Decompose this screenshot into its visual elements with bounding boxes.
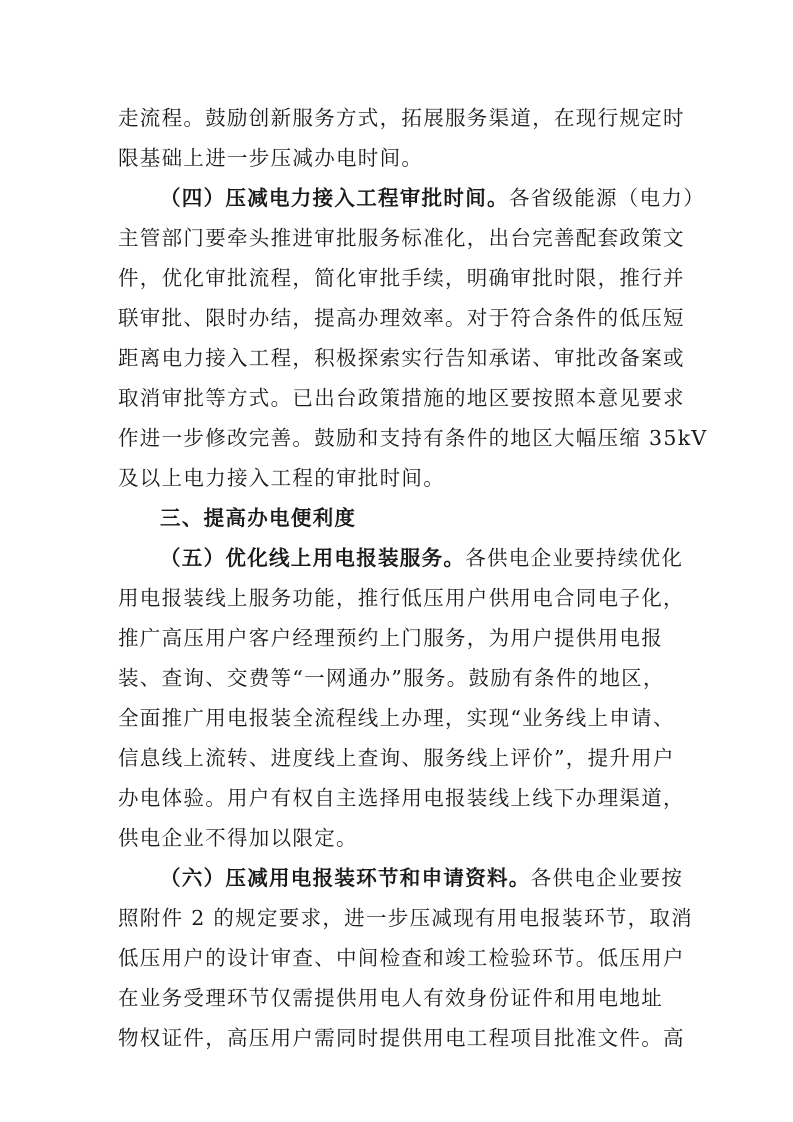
section-6-line: （六）压减用电报装环节和申请资料。各供电企业要按: [160, 866, 684, 890]
body-line: 推广高压用户客户经理预约上门服务，为用户提供用电报: [118, 626, 663, 650]
body-line: 距离电力接入工程，积极探索实行告知承诺、审批改备案或: [118, 346, 685, 370]
section-6-heading: （六）压减用电报装环节和申请资料。: [160, 866, 531, 890]
section-5-heading: （五）优化线上用电报装服务。: [160, 546, 466, 570]
section-5-line: （五）优化线上用电报装服务。各供电企业要持续优化: [160, 546, 684, 570]
body-line: 信息线上流转、进度线上查询、服务线上评价”，提升用户: [118, 746, 675, 770]
body-line: 办电体验。用户有权自主选择用电报装线上线下办理渠道，: [118, 786, 685, 810]
body-line: 物权证件，高压用户需同时提供用电工程项目批准文件。高: [118, 1026, 685, 1050]
body-line: 作进一步修改完善。鼓励和支持有条件的地区大幅压缩 35kV: [118, 426, 708, 450]
body-line: 照附件 2 的规定要求，进一步压减现有用电报装环节，取消: [118, 906, 693, 930]
section-4-line: （四）压减电力接入工程审批时间。各省级能源（电力）: [160, 186, 706, 210]
body-line: 件，优化审批流程，简化审批手续，明确审批时限，推行并: [118, 266, 685, 290]
body-line: 联审批、限时办结，提高办理效率。对于符合条件的低压短: [118, 306, 685, 330]
body-line: 及以上电力接入工程的审批时间。: [118, 466, 445, 490]
body-line: 低压用户的设计审查、中间检查和竣工检验环节。低压用户: [118, 946, 685, 970]
chapter-heading: 三、提高办电便利度: [160, 506, 357, 530]
body-line: 装、查询、交费等“一网通办”服务。鼓励有条件的地区，: [118, 666, 665, 690]
body-line: 主管部门要牵头推进审批服务标准化，出台完善配套政策文: [118, 226, 685, 250]
body-line: 用电报装线上服务功能，推行低压用户供用电合同电子化，: [118, 586, 685, 610]
body-line: 走流程。鼓励创新服务方式，拓展服务渠道，在现行规定时: [118, 106, 685, 130]
body-line: 全面推广用电报装全流程线上办理，实现“业务线上申请、: [118, 706, 675, 730]
section-4-heading: （四）压减电力接入工程审批时间。: [160, 186, 509, 210]
body-line: 在业务受理环节仅需提供用电人有效身份证件和用电地址: [118, 986, 663, 1010]
body-line: 限基础上进一步压减办电时间。: [118, 146, 424, 170]
body-line: 取消审批等方式。已出台政策措施的地区要按照本意见要求: [118, 386, 685, 410]
body-line: 供电企业不得加以限定。: [118, 826, 358, 850]
